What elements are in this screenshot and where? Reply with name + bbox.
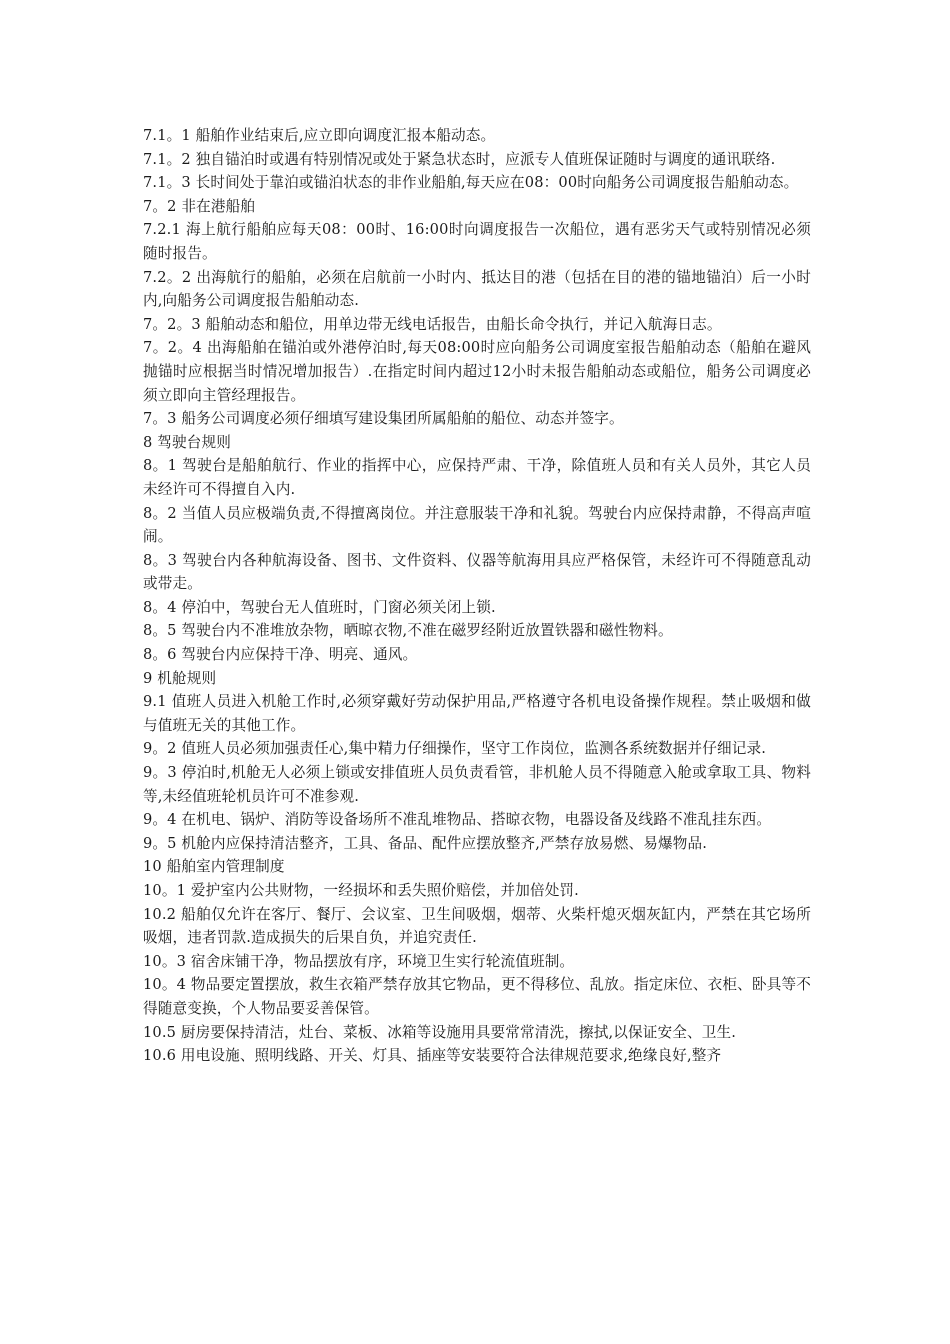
section-heading: 10 船舶室内管理制度: [143, 858, 285, 876]
section-heading: 7。2 非在港船舶: [143, 197, 256, 215]
paragraph: 8。1 驾驶台是船舶航行、作业的指挥中心，应保持严肃、干净，除值班人员和有关人员外，其它人员未经许可不得擅自入内.: [143, 457, 811, 498]
paragraph: 9。3 停泊时,机舱无人必须上锁或安排值班人员负责看管，非机舱人员不得随意入舱或拿取工具、物料等,未经值班轮机员许可不准参观.: [143, 764, 811, 805]
paragraph: 8。6 驾驶台内应保持干净、明亮、通风。: [143, 646, 418, 664]
paragraph: 7.1。3 长时间处于靠泊或锚泊状态的非作业船舶,每天应在08：00时向船务公司调度报告船舶动态。: [143, 174, 799, 192]
document-body: [143, 124, 811, 1068]
paragraph: 10。1 爱护室内公共财物，一经损坏和丢失照价赔偿，并加倍处罚.: [143, 882, 579, 899]
paragraph: 7.1。2 独自锚泊时或遇有特别情况或处于紧急状态时，应派专人值班保证随时与调度的通讯联络.: [143, 150, 776, 168]
paragraph: 8。2 当值人员应极端负责,不得擅离岗位。并注意服装干净和礼貌。驾驶台内应保持肃静，不得高声喧闹。: [143, 504, 811, 546]
paragraph: 9。4 在机电、锅炉、消防等设备场所不准乱堆物品、搭晾衣物，电器设备及线路不准乱挂东西。: [143, 811, 772, 829]
paragraph: 9。5 机舱内应保持清洁整齐，工具、备品、配件应摆放整齐,严禁存放易燃、易爆物品.: [143, 834, 708, 852]
paragraph: 10.6 用电设施、照明线路、开关、灯具、插座等安装要符合法律规范要求,绝缘良好,整齐: [143, 1047, 722, 1065]
section-heading: 9 机舱规则: [143, 669, 217, 687]
paragraph: 8。5 驾驶台内不准堆放杂物，晒晾衣物,不准在磁罗经附近放置铁器和磁性物料。: [143, 622, 673, 640]
paragraph: 10.5 厨房要保持清洁，灶台、菜板、冰箱等设施用具要常常清洗，擦拭,以保证安全、卫生.: [143, 1023, 736, 1041]
section-heading: 8 驾驶台规则: [143, 433, 231, 451]
paragraph: 7。2。4 出海船舶在锚泊或外港停泊时,每天08:00时应向船务公司调度室报告船舶动态（船舶在避风抛锚时应根据当时情况增加报告）.在指定时间内超过12小时未报告船舶动态或船位，船务公司调度必须立即向主管经理报告。: [143, 339, 811, 404]
paragraph: 9.1 值班人员进入机舱工作时,必须穿戴好劳动保护用品,严格遵守各机电设备操作规程。禁止吸烟和做与值班无关的其他工作。: [143, 693, 811, 734]
paragraph: 7.2。2 出海航行的船舶，必须在启航前一小时内、抵达目的港（包括在目的港的锚地锚泊）后一小时内,向船务公司调度报告船舶动态.: [143, 268, 811, 310]
paragraph: 10.2 船舶仅允许在客厅、餐厅、会议室、卫生间吸烟，烟蒂、火柴杆熄灭烟灰缸内，严禁在其它场所吸烟，违者罚款.造成损失的后果自负，并追究责任.: [143, 905, 811, 947]
paragraph: 9。2 值班人员必须加强责任心,集中精力仔细操作，坚守工作岗位，监测各系统数据并仔细记录.: [143, 740, 766, 758]
paragraph: 7.1。1 船舶作业结束后,应立即向调度汇报本船动态。: [143, 127, 496, 144]
paragraph: 7。2。3 船舶动态和船位，用单边带无线电话报告，由船长命令执行，并记入航海日志。: [143, 315, 722, 333]
paragraph: 7.2.1 海上航行船舶应每天08：00时、16:00时向调度报告一次船位，遇有恶劣天气或特别情况必须随时报告。: [143, 221, 811, 262]
paragraph: 10。3 宿舍床铺干净，物品摆放有序，环境卫生实行轮流值班制。: [143, 952, 575, 970]
paragraph: 8。3 驾驶台内各种航海设备、图书、文件资料、仪器等航海用具应严格保管，未经许可不得随意乱动或带走。: [143, 551, 811, 593]
paragraph: 7。3 船务公司调度必须仔细填写建设集团所属船舶的船位、动态并签字。: [143, 410, 624, 428]
paragraph: 8。4 停泊中，驾驶台无人值班时，门窗必须关闭上锁.: [143, 598, 496, 616]
paragraph: 10。4 物品要定置摆放，救生衣箱严禁存放其它物品，更不得移位、乱放。指定床位、衣柜、卧具等不得随意变换，个人物品要妥善保管。: [143, 976, 811, 1017]
